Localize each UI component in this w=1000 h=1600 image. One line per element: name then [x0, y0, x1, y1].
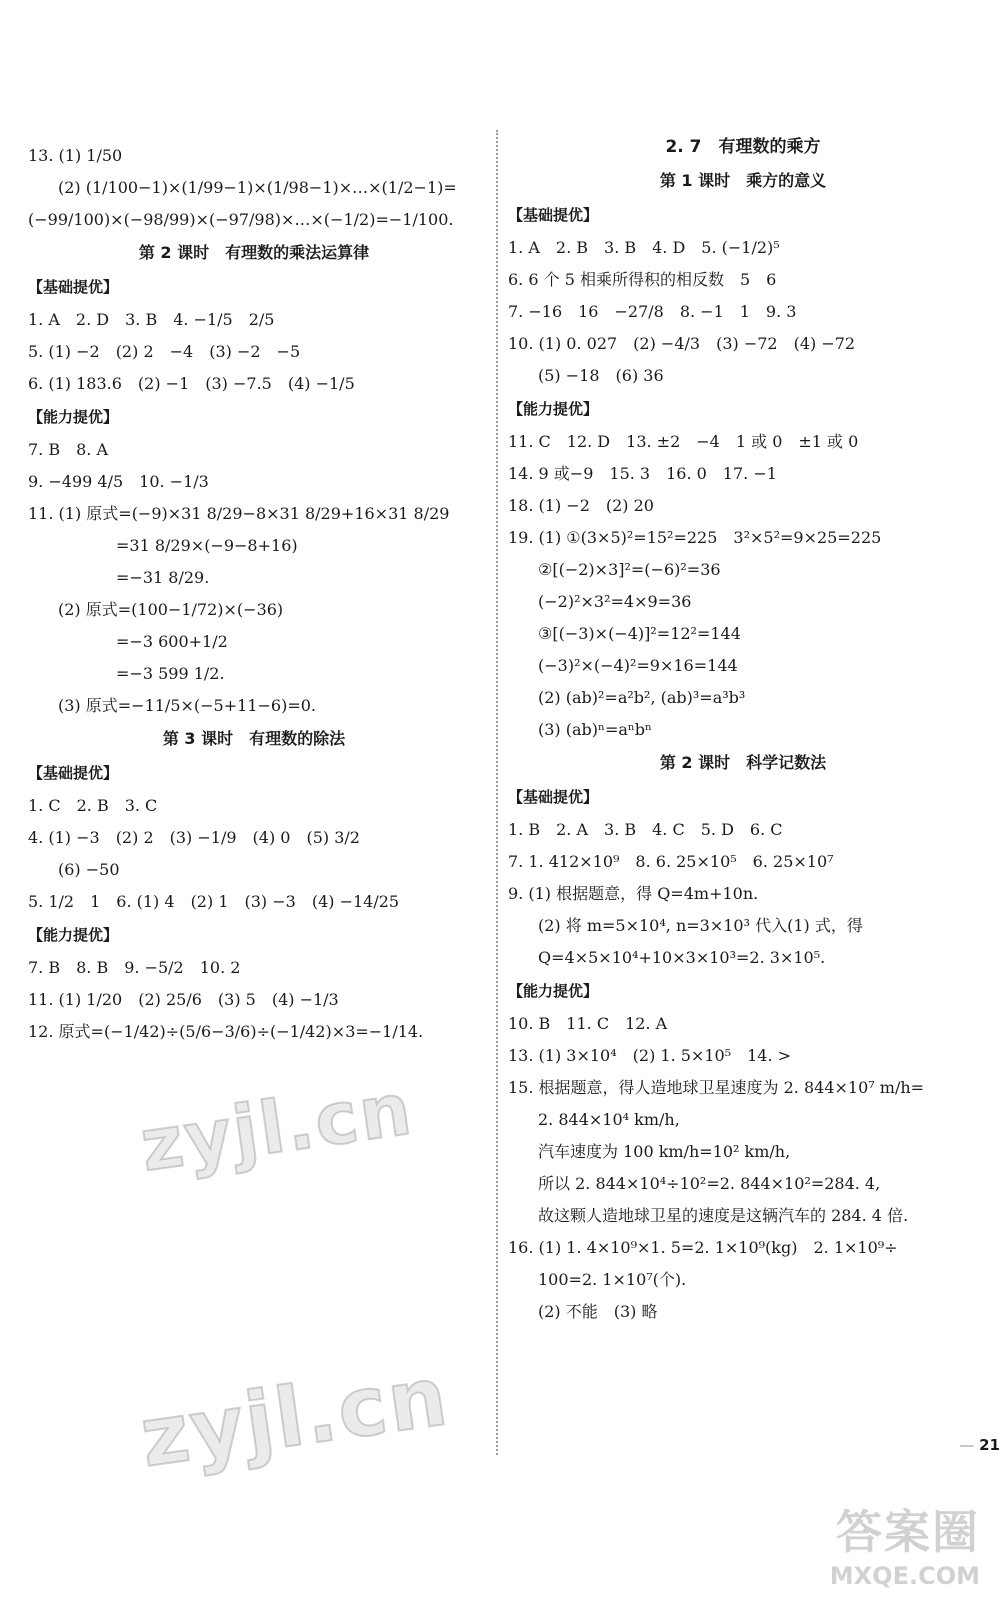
answer-line: 4. (1) −3 (2) 2 (3) −1/9 (4) 0 (5) 3/2: [28, 828, 360, 847]
answer-line: 15. 根据题意，得人造地球卫星速度为 2. 844×10⁷ m/h=: [508, 1078, 925, 1097]
section-header: 【能力提优】: [508, 400, 599, 418]
answer-line: 7. B 8. A: [28, 440, 109, 459]
answer-line: 2. 844×10⁴ km/h,: [538, 1110, 680, 1129]
answer-line: 14. 9 或−9 15. 3 16. 0 17. −1: [508, 464, 777, 483]
answer-line: 9. (1) 根据题意，得 Q=4m+10n.: [508, 884, 759, 903]
answer-line: (3) 原式=−11/5×(−5+11−6)=0.: [58, 696, 316, 715]
answer-line: 11. (1) 原式=(−9)×31 8/29−8×31 8/29+16×31 8/29: [28, 504, 450, 523]
answer-line: 11. (1) 1/20 (2) 25/6 (3) 5 (4) −1/3: [28, 990, 339, 1009]
answer-line: (−2)²×3²=4×9=36: [538, 592, 692, 611]
section-header: 【能力提优】: [28, 408, 119, 426]
answer-line: (2) 原式=(100−1/72)×(−36): [58, 600, 284, 619]
answer-line: (−3)²×(−4)²=9×16=144: [538, 656, 738, 675]
lesson-title: 第 2 课时 科学记数法: [659, 753, 827, 772]
section-header: 【基础提优】: [28, 764, 119, 782]
answer-line: 10. B 11. C 12. A: [508, 1014, 668, 1033]
answer-line: =−3 600+1/2: [116, 632, 228, 651]
section-header: 【能力提优】: [508, 982, 599, 1000]
page-number: — 21: [920, 1436, 1000, 1454]
answer-line: 7. B 8. B 9. −5/2 10. 2: [28, 958, 241, 977]
corner-logo-top: 答案圈: [836, 1505, 980, 1559]
answer-line: 9. −499 4/5 10. −1/3: [28, 472, 209, 491]
answer-line: 6. (1) 183.6 (2) −1 (3) −7.5 (4) −1/5: [28, 374, 355, 393]
answer-line: 7. 1. 412×10⁹ 8. 6. 25×10⁵ 6. 25×10⁷: [508, 852, 834, 871]
answer-line: 1. A 2. D 3. B 4. −1/5 2/5: [28, 310, 275, 329]
answer-line: 12. 原式=(−1/42)÷(5/6−3/6)÷(−1/42)×3=−1/14.: [28, 1022, 424, 1041]
answer-line: 5. (1) −2 (2) 2 −4 (3) −2 −5: [28, 342, 301, 361]
section-header: 【基础提优】: [508, 788, 599, 806]
answer-line: ③[(−3)×(−4)]²=12²=144: [538, 624, 741, 643]
section-header: 【能力提优】: [28, 926, 119, 944]
answer-line: (−99/100)×(−98/99)×(−97/98)×…×(−1/2)=−1/100.: [28, 210, 454, 229]
watermark: zyjl.cn: [135, 1066, 419, 1188]
watermark: zyjl.cn: [134, 1348, 455, 1487]
answer-line: (2) (1/100−1)×(1/99−1)×(1/98−1)×…×(1/2−1)=: [58, 178, 457, 197]
answer-line: 16. (1) 1. 4×10⁹×1. 5=2. 1×10⁹(kg) 2. 1×10⁹÷: [508, 1238, 898, 1257]
answer-line: 13. (1) 3×10⁴ (2) 1. 5×10⁵ 14. >: [508, 1046, 792, 1065]
answer-line: (6) −50: [58, 860, 120, 879]
chapter-title: 2. 7 有理数的乘方: [665, 137, 821, 157]
answer-line: 10. (1) 0. 027 (2) −4/3 (3) −72 (4) −72: [508, 334, 856, 353]
answer-line: 19. (1) ①(3×5)²=15²=225 3²×5²=9×25=225: [508, 528, 882, 547]
answer-line: 1. A 2. B 3. B 4. D 5. (−1/2)⁵: [508, 238, 780, 257]
answer-line: 13. (1) 1/50: [28, 146, 123, 165]
answer-line: =−31 8/29.: [116, 568, 210, 587]
lesson-title: 第 2 课时 有理数的乘法运算律: [138, 243, 370, 262]
section-header: 【基础提优】: [508, 206, 599, 224]
answer-line: (3) (ab)ⁿ=aⁿbⁿ: [538, 720, 652, 739]
answer-line: 所以 2. 844×10⁴÷10²=2. 844×10²=284. 4,: [538, 1174, 881, 1193]
answer-line: 1. C 2. B 3. C: [28, 796, 158, 815]
answer-line: 18. (1) −2 (2) 20: [508, 496, 654, 515]
lesson-title: 第 1 课时 乘方的意义: [659, 171, 827, 190]
answer-line: Q=4×5×10⁴+10×3×10³=2. 3×10⁵.: [538, 948, 826, 967]
answer-line: 6. 6 个 5 相乘所得积的相反数 5 6: [508, 270, 777, 289]
answer-line: 1. B 2. A 3. B 4. C 5. D 6. C: [508, 820, 783, 839]
answer-line: 11. C 12. D 13. ±2 −4 1 或 0 ±1 或 0: [508, 432, 859, 451]
answer-line: ②[(−2)×3]²=(−6)²=36: [538, 560, 721, 579]
answer-line: 故这颗人造地球卫星的速度是这辆汽车的 284. 4 倍.: [538, 1206, 909, 1225]
corner-logo: [830, 1496, 980, 1590]
answer-line: =−3 599 1/2.: [116, 664, 225, 683]
right-column: [508, 130, 978, 1328]
lesson-title: 第 3 课时 有理数的除法: [162, 729, 346, 748]
answer-line: 100=2. 1×10⁷(个).: [538, 1270, 687, 1289]
answer-line: 5. 1/2 1 6. (1) 4 (2) 1 (3) −3 (4) −14/25: [28, 892, 400, 911]
section-header: 【基础提优】: [28, 278, 119, 296]
column-divider: [496, 130, 498, 1455]
answer-line: 汽车速度为 100 km/h=10² km/h,: [538, 1142, 791, 1161]
answer-line: =31 8/29×(−9−8+16): [116, 536, 298, 555]
answer-line: 7. −16 16 −27/8 8. −1 1 9. 3: [508, 302, 797, 321]
answer-line: (2) 不能 (3) 略: [538, 1302, 658, 1321]
corner-logo-bottom: MXQE.COM: [829, 1562, 980, 1590]
answer-line: (5) −18 (6) 36: [538, 366, 664, 385]
answer-line: (2) (ab)²=a²b², (ab)³=a³b³: [538, 688, 746, 707]
left-column: [28, 140, 480, 1048]
answer-line: (2) 将 m=5×10⁴, n=3×10³ 代入(1) 式，得: [538, 916, 863, 935]
